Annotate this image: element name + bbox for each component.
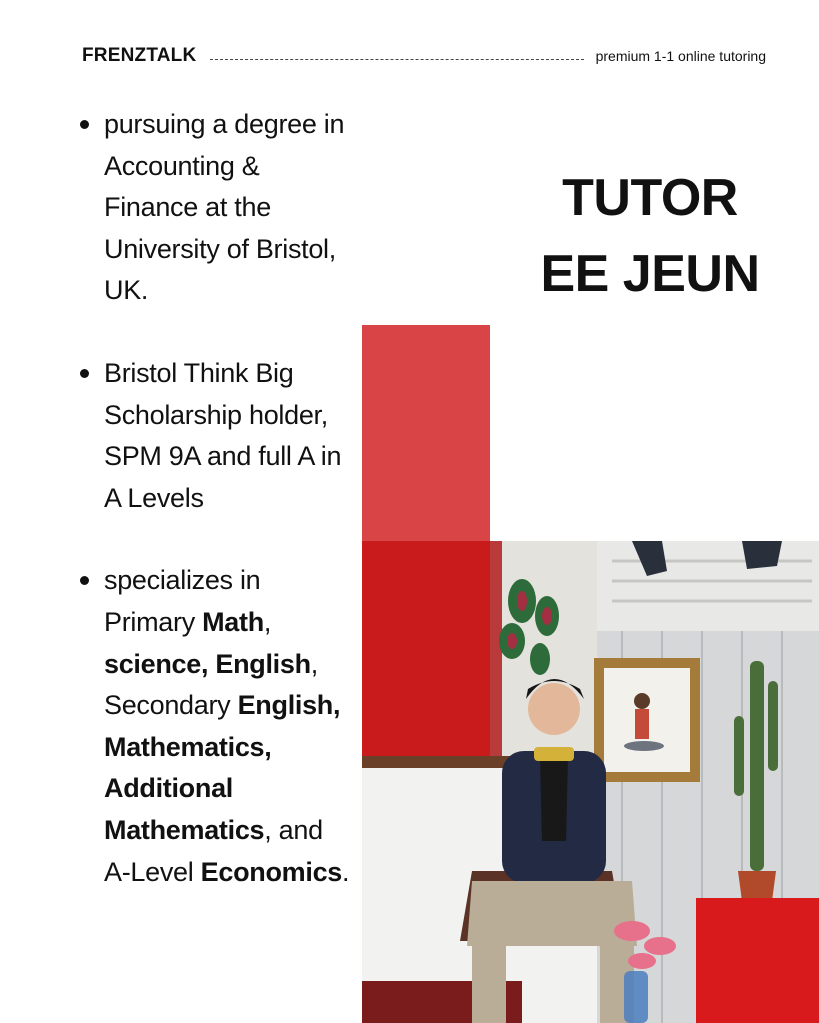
subjects-text-3: , Secondary <box>104 648 318 721</box>
subjects-text-5: . <box>342 856 350 887</box>
scholarship-text: Bristol Think Big Scholarship holder, SPM 9A and full A in A Levels <box>104 357 342 513</box>
title-line-1: TUTOR <box>562 169 738 227</box>
header <box>82 42 766 70</box>
list-item-scholarship <box>78 353 353 519</box>
subject-secondary: English, Mathematics, Additional Mathematics <box>104 690 341 845</box>
list-item-subjects <box>78 560 353 893</box>
red-accent-block-bottom <box>696 898 819 1023</box>
brand-name: FRENZTALK <box>82 45 197 66</box>
subjects-text-2: , <box>263 606 272 637</box>
subjects-text-1: specializes in Primary <box>104 565 261 637</box>
tutor-photo <box>362 541 819 1023</box>
red-accent-block-top <box>362 325 490 541</box>
degree-text: pursuing a degree in Accounting & Finance at the University of Bristol, UK. <box>104 109 345 306</box>
subject-math: Math <box>202 606 264 637</box>
subject-economics: Economics <box>200 856 343 887</box>
tagline: premium 1-1 online tutoring <box>595 48 766 64</box>
qualification-list <box>78 104 353 893</box>
title-line-2: EE JEUN <box>540 245 760 303</box>
red-overlay-block <box>362 541 490 756</box>
subject-science-english: science, English <box>104 648 311 679</box>
page-title <box>530 160 770 312</box>
list-item-degree <box>78 104 353 312</box>
header-divider <box>210 59 583 60</box>
subjects-text-4: , and A-Level <box>104 814 323 887</box>
